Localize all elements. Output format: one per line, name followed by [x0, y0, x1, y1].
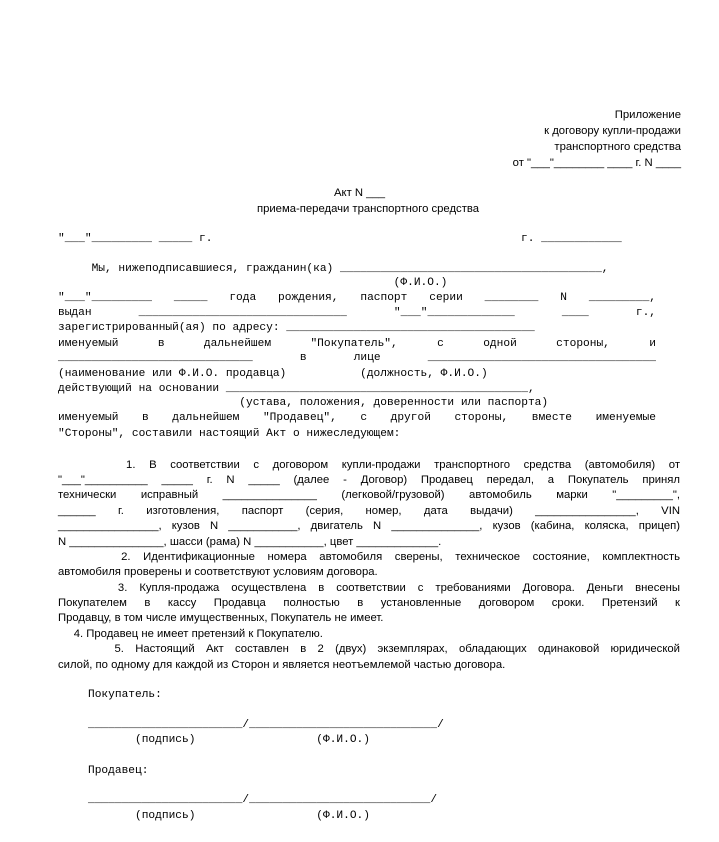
seller-signature-line: _______________________/___________________________/: [88, 794, 438, 806]
intro-line-4: выдан _______________________________ "___"_____________ ____ г.,: [58, 307, 656, 319]
appendix-line-1: Приложение: [614, 109, 681, 121]
intro-line-3: "___"_________ _____ года рождения, паспорт серии ________ N _________,: [58, 292, 656, 304]
intro-line-6: именуемый в дальнейшем "Покупатель", с одной стороны, и: [58, 338, 656, 350]
clause-1-line-4: ______ г. изготовления, паспорт (серия, номер, дата выдачи) ________________, VIN: [58, 505, 680, 517]
clause-1-line-6: N _______________, шасси (рама) N ___________, цвет _____________.: [58, 536, 442, 548]
seller-label: Продавец:: [88, 765, 149, 777]
clause-1-line-2: "___"__________ _____ г. N _____ (далее - Договор) Продавец передал, а Покупатель принял: [58, 474, 680, 486]
appendix-line-2: к договору купли-продажи: [544, 125, 681, 137]
clause-3-line-2: Покупателем в кассу Продавца полностью в установленные договором сроки. Претензий к: [58, 597, 680, 609]
act-date: "___"_________ _____ г.: [58, 233, 213, 245]
clause-1-line-1: 1. В соответствии с договором купли-продажи транспортного средства (автомобиля) от: [58, 459, 680, 471]
appendix-line-4: от "___"________ ____ г. N ____: [512, 157, 681, 169]
seller-captions: (подпись) (Ф.И.О.): [88, 810, 370, 822]
act-place: г. ____________: [521, 233, 622, 245]
clause-2-line-1: 2. Идентификационные номера автомобиля сверены, техническое состояние, комплектность: [58, 551, 680, 563]
buyer-label: Покупатель:: [88, 689, 162, 701]
clause-3-line-1: 3. Купля-продажа осуществлена в соответствии с требованиями Договора. Деньги внесены: [58, 582, 680, 594]
clause-5-line-1: 5. Настоящий Акт составлен в 2 (двух) экземплярах, обладающих одинаковой юридической: [58, 643, 680, 655]
intro-line-5: зарегистрированный(ая) по адресу: _____________________________________: [58, 322, 535, 334]
intro-line-2: (Ф.И.О.): [58, 277, 448, 289]
clause-2-line-2: автомобиля проверены и соответствуют условиям договора.: [58, 566, 378, 578]
clause-1-line-5: ________________, кузов N ___________, двигатель N ______________, кузов (кабина, коляска, прицеп): [58, 520, 680, 532]
act-title: Акт N ___: [333, 187, 386, 199]
intro-line-7: _____________________________ в лице __________________________________: [58, 352, 656, 364]
clause-3-line-3: Продавцу, в том числе имущественных, Покупатель не имеет.: [58, 612, 384, 624]
intro-line-1: Мы, нижеподписавшиеся, гражданин(ка) _______________________________________,: [58, 263, 609, 275]
intro-line-10: (устава, положения, доверенности или паспорта): [58, 397, 549, 409]
clause-1-line-3: технически исправный _______________ (легковой/грузовой) автомобиль марки "_________",: [58, 489, 680, 501]
intro-line-12: "Стороны", составили настоящий Акт о нижеследующем:: [58, 428, 401, 440]
clause-5-line-2: силой, по одному для каждой из Сторон и является неотъемлемой частью договора.: [58, 659, 506, 671]
buyer-captions: (подпись) (Ф.И.О.): [88, 734, 370, 746]
clause-4-line-1: 4. Продавец не имеет претензий к Покупателю.: [58, 628, 323, 640]
act-subtitle: приема-передачи транспортного средства: [256, 203, 480, 215]
appendix-line-3: транспортного средства: [554, 141, 681, 153]
intro-line-11: именуемый в дальнейшем "Продавец", с другой стороны, вместе именуемые: [58, 412, 656, 424]
intro-line-9: действующий на основании _____________________________________________,: [58, 383, 535, 395]
intro-line-8: (наименование или Ф.И.О. продавца) (должность, Ф.И.О.): [58, 368, 488, 380]
buyer-signature-line: _______________________/____________________________/: [88, 719, 444, 731]
